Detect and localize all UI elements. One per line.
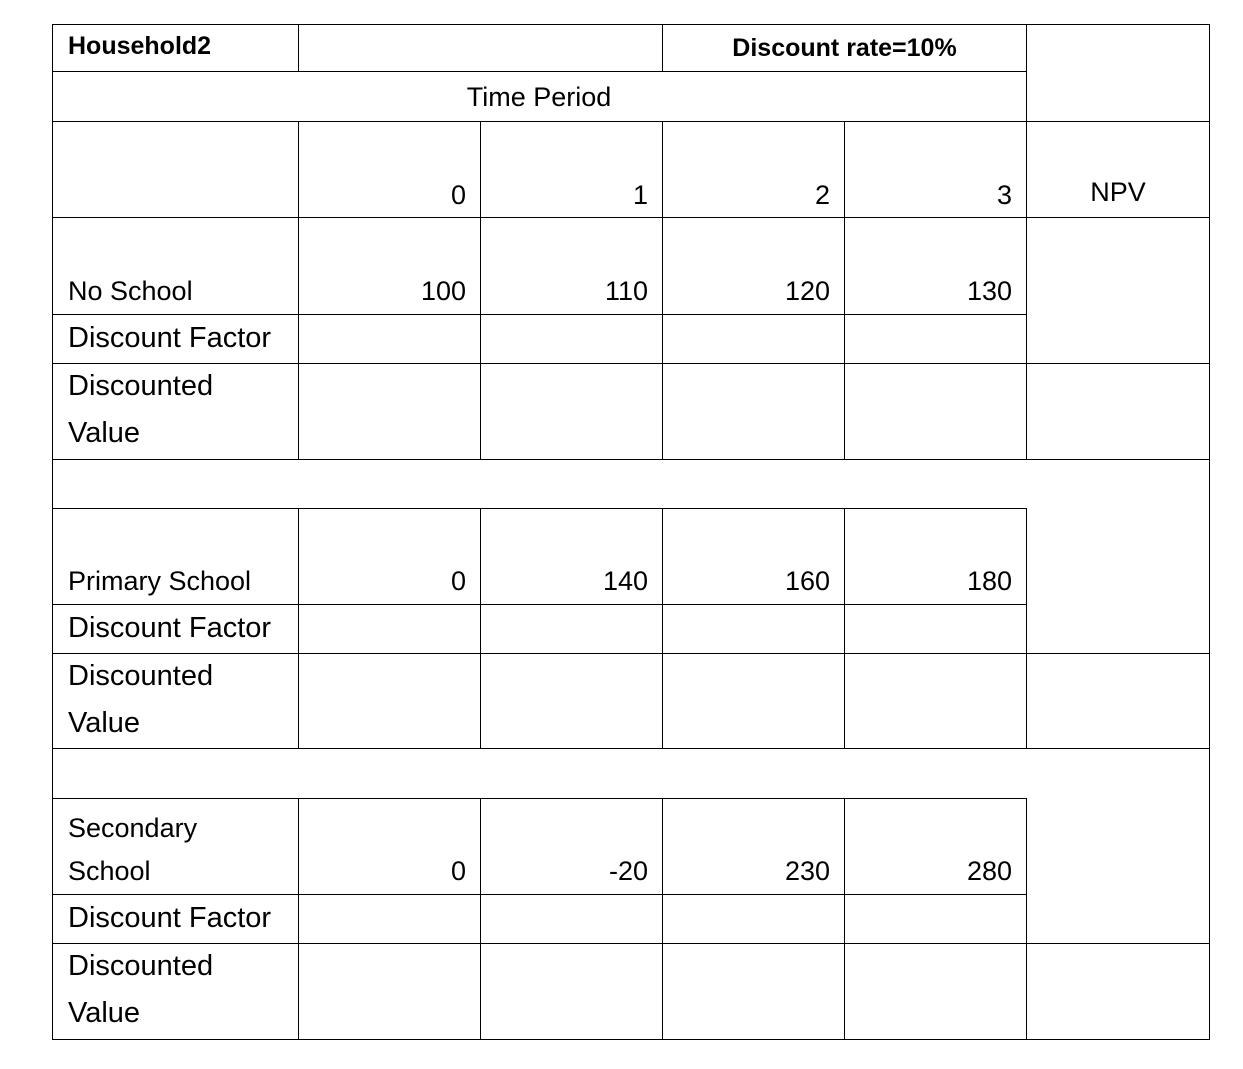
grid-line xyxy=(480,798,481,1040)
grid-line xyxy=(52,653,1210,654)
cell-no-school-2: 120 xyxy=(784,276,830,306)
grid-line xyxy=(1026,121,1027,460)
grid-line xyxy=(52,24,1210,25)
cell-no-school-0: 100 xyxy=(420,276,466,306)
grid-line xyxy=(844,508,845,749)
period-header-1: 1 xyxy=(632,180,648,210)
row-label-secondary-school: Secondary xyxy=(68,813,198,843)
grid-line xyxy=(52,604,1027,605)
grid-line xyxy=(844,798,845,1040)
discount-factor-label: Discount Factor xyxy=(68,902,272,934)
grid-line xyxy=(662,798,663,1040)
row-label-no-school: No School xyxy=(68,276,193,306)
grid-line xyxy=(52,508,1027,509)
grid-line xyxy=(52,798,1027,799)
discounted-value-label: Value xyxy=(68,417,141,449)
cell-secondary-school-1: -20 xyxy=(608,856,648,886)
discounted-value-label: Discounted xyxy=(68,950,214,982)
grid-line xyxy=(52,71,1027,72)
grid-line xyxy=(52,943,1210,944)
grid-line xyxy=(1026,798,1027,1040)
cell-secondary-school-0: 0 xyxy=(450,856,466,886)
grid-line xyxy=(298,798,299,1040)
grid-line xyxy=(52,217,1210,218)
grid-line xyxy=(52,24,53,1040)
grid-line xyxy=(52,314,1027,315)
grid-line xyxy=(52,121,1210,122)
row-label-secondary-school: School xyxy=(68,856,151,886)
cell-primary-school-2: 160 xyxy=(784,566,830,596)
grid-line xyxy=(662,508,663,749)
time-period-label: Time Period xyxy=(466,82,612,112)
discount-factor-label: Discount Factor xyxy=(68,322,272,354)
grid-line xyxy=(52,459,1210,460)
grid-line xyxy=(1026,24,1027,122)
grid-line xyxy=(480,508,481,749)
period-header-3: 3 xyxy=(996,180,1012,210)
discounted-value-label: Discounted xyxy=(68,370,214,402)
grid-line xyxy=(52,748,1210,749)
npv-table xyxy=(52,24,1210,1041)
grid-line xyxy=(52,363,1210,364)
discount-factor-label: Discount Factor xyxy=(68,612,272,644)
discounted-value-label: Discounted xyxy=(68,660,214,692)
cell-primary-school-3: 180 xyxy=(966,566,1012,596)
cell-no-school-1: 110 xyxy=(604,276,648,306)
period-header-0: 0 xyxy=(450,180,466,210)
cell-secondary-school-3: 280 xyxy=(966,856,1012,886)
discounted-value-label: Value xyxy=(68,707,141,739)
grid-line xyxy=(1209,24,1210,1040)
row-label-primary-school: Primary School xyxy=(68,566,252,596)
discount-rate-label: Discount rate=10% xyxy=(732,34,957,62)
grid-line xyxy=(52,894,1027,895)
discounted-value-label: Value xyxy=(68,997,141,1029)
npv-header: NPV xyxy=(1090,177,1146,207)
cell-primary-school-1: 140 xyxy=(602,566,648,596)
grid-line xyxy=(52,1039,1210,1040)
household-label: Household2 xyxy=(68,32,212,60)
cell-no-school-3: 130 xyxy=(966,276,1012,306)
cell-primary-school-0: 0 xyxy=(450,566,466,596)
grid-line xyxy=(1026,508,1027,749)
period-header-2: 2 xyxy=(814,180,830,210)
grid-line xyxy=(298,24,299,72)
cell-secondary-school-2: 230 xyxy=(784,856,830,886)
grid-line xyxy=(298,508,299,749)
